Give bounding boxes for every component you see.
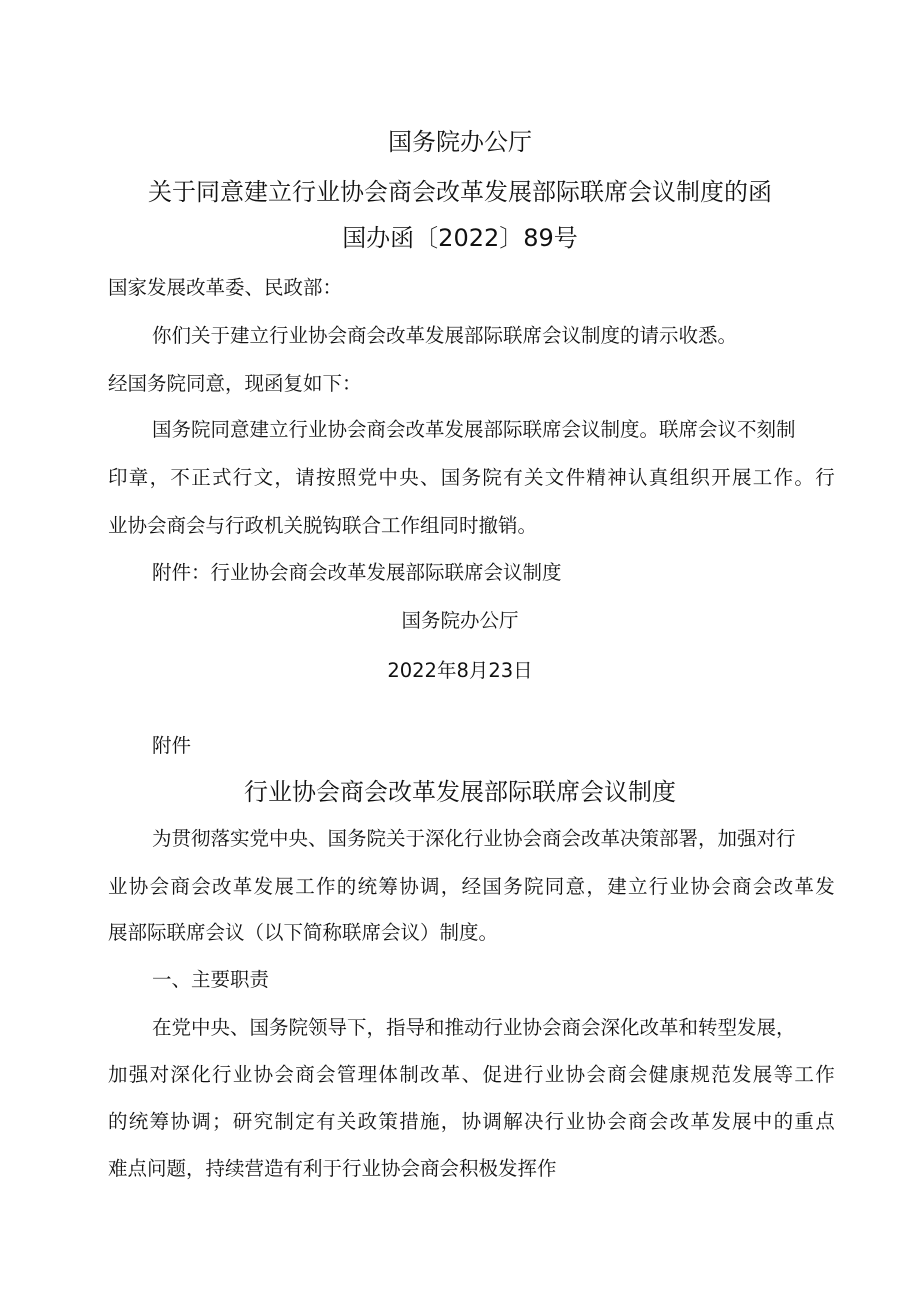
attachment-label: 附件: [152, 734, 192, 757]
paragraph-2-line-2: 印章，不正式行文，请按照党中央、国务院有关文件精神认真组织开展工作。行: [108, 466, 837, 489]
document-number: 国办函〔2022〕89号: [342, 224, 578, 252]
letter-title: 关于同意建立行业协会商会改革发展部际联席会议制度的函: [148, 178, 772, 206]
intro-line-2: 业协会商会改革发展工作的统筹协调，经国务院同意，建立行业协会商会改革发: [108, 875, 837, 898]
paragraph-1-line-2: 经国务院同意，现函复如下：: [108, 372, 362, 395]
issuer-heading: 国务院办公厅: [388, 128, 532, 156]
section-1-line-1: 在党中央、国务院领导下，指导和推动行业协会商会深化改革和转型发展，: [152, 1016, 796, 1039]
paragraph-2-line-3: 业协会商会与行政机关脱钩联合工作组同时撤销。: [108, 514, 538, 537]
attachment-note: 附件：行业协会商会改革发展部际联席会议制度: [152, 561, 562, 584]
section-1-heading: 一、主要职责: [152, 968, 270, 991]
paragraph-2-line-1: 国务院同意建立行业协会商会改革发展部际联席会议制度。联席会议不刻制: [152, 418, 796, 441]
section-1-line-3: 的统筹协调；研究制定有关政策措施，协调解决行业协会商会改革发展中的重点: [108, 1110, 837, 1133]
signature: 国务院办公厅: [401, 609, 519, 632]
section-1-line-4: 难点问题，持续营造有利于行业协会商会积极发挥作: [108, 1157, 557, 1180]
issue-date: 2022年8月23日: [387, 659, 533, 682]
addressee: 国家发展改革委、民政部：: [108, 276, 343, 299]
intro-line-3: 展部际联席会议（以下简称联席会议）制度。: [108, 921, 499, 944]
section-1-line-2: 加强对深化行业协会商会管理体制改革、促进行业协会商会健康规范发展等工作: [108, 1063, 837, 1086]
intro-line-1: 为贯彻落实党中央、国务院关于深化行业协会商会改革决策部署，加强对行: [152, 827, 796, 850]
paragraph-1-line-1: 你们关于建立行业协会商会改革发展部际联席会议制度的请示收悉。: [152, 324, 738, 347]
attachment-title: 行业协会商会改革发展部际联席会议制度: [244, 778, 676, 806]
